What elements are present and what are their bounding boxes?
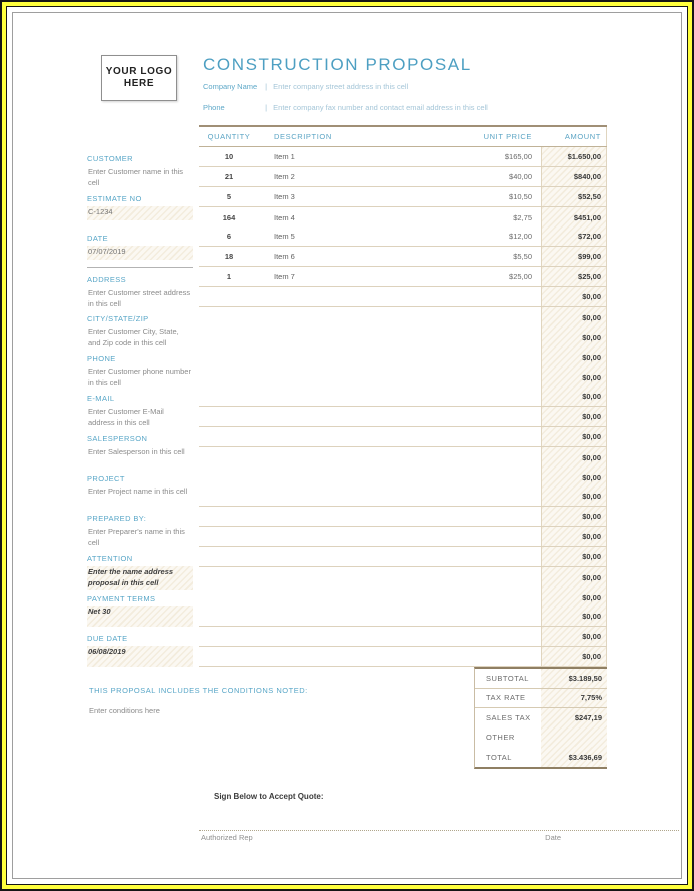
sidebar-field-label: PROJECT (87, 474, 125, 483)
conditions-block (87, 667, 474, 769)
table-row (199, 587, 607, 607)
quantity-cell[interactable]: 6 (226, 232, 232, 241)
frame-inner-margin (6, 6, 688, 885)
summary-row (475, 708, 607, 728)
summary-value (541, 728, 607, 748)
table-row (199, 407, 607, 427)
summary-label: TOTAL (486, 752, 512, 762)
phone-label[interactable]: Phone (203, 103, 225, 112)
sidebar-field-value[interactable]: Enter Customer street address in this cell (88, 288, 191, 308)
table-row (199, 447, 607, 467)
amount-cell: $0,00 (541, 587, 607, 607)
sidebar-field-label: ESTIMATE NO (87, 194, 142, 203)
summary-row (475, 747, 607, 767)
sidebar-field-label: E-MAIL (87, 394, 115, 403)
amount-cell: $0,00 (541, 287, 607, 306)
table-row (199, 387, 607, 407)
table-row (199, 207, 607, 227)
table-row (199, 427, 607, 447)
quantity-cell[interactable]: 18 (224, 252, 234, 261)
sidebar-field (87, 387, 193, 427)
amount-cell: $840,00 (541, 167, 607, 186)
sidebar-field (87, 507, 193, 547)
amount-cell: $0,00 (541, 467, 607, 487)
amount-cell: $72,00 (541, 227, 607, 246)
amount-cell: $0,00 (541, 427, 607, 446)
table-row (199, 347, 607, 367)
summary-label: SUBTOTAL (486, 673, 529, 683)
table-row (199, 147, 607, 167)
amount-cell: $0,00 (541, 387, 607, 406)
description-cell[interactable]: Item 7 (274, 272, 295, 281)
amount-cell: $0,00 (541, 627, 607, 646)
items-table-body (199, 147, 607, 667)
sidebar-field-value[interactable]: 06/08/2019 (87, 646, 193, 667)
table-row (199, 287, 607, 307)
sidebar-field (87, 267, 193, 307)
summary-label: OTHER (486, 733, 515, 743)
sidebar-field-value[interactable]: Enter Customer name in this cell (88, 167, 184, 187)
table-row (199, 227, 607, 247)
summary-value: $247,19 (541, 708, 607, 728)
totals-summary (474, 667, 607, 769)
logo-text-line2: HERE (123, 78, 155, 89)
table-row (199, 567, 607, 587)
conditions-heading: THIS PROPOSAL INCLUDES THE CONDITIONS NOTED: (89, 686, 308, 695)
summary-value: $3.436,69 (541, 747, 607, 767)
customer-info-sidebar (87, 125, 193, 667)
sidebar-field-value[interactable]: 07/07/2019 (87, 246, 193, 260)
summary-row (475, 669, 607, 689)
main-area (87, 125, 607, 667)
table-row (199, 527, 607, 547)
sidebar-field (87, 627, 193, 667)
summary-row (475, 689, 607, 709)
authorized-rep-label: Authorized Rep (201, 832, 253, 842)
sidebar-field-label: ATTENTION (87, 554, 133, 563)
sidebar-field (87, 187, 193, 227)
description-cell[interactable]: Item 1 (274, 152, 295, 161)
column-header-quantity: QUANTITY (207, 132, 251, 141)
conditions-field[interactable]: Enter conditions here (89, 706, 160, 715)
sidebar-field-label: CUSTOMER (87, 154, 133, 163)
sidebar-field-value[interactable]: Enter Salesperson in this cell (88, 447, 185, 456)
phone-line (203, 103, 607, 112)
amount-cell: $0,00 (541, 347, 607, 367)
table-row (199, 627, 607, 647)
amount-cell: $99,00 (541, 247, 607, 266)
sidebar-field-value[interactable]: Enter Customer E-Mail address in this cell (88, 407, 164, 427)
description-cell[interactable]: Item 5 (274, 232, 295, 241)
table-row (199, 647, 607, 667)
description-cell[interactable]: Item 6 (274, 252, 295, 261)
description-cell[interactable]: Item 3 (274, 192, 295, 201)
proposal-sheet (12, 12, 682, 879)
amount-cell: $0,00 (541, 327, 607, 347)
amount-cell: $0,00 (541, 527, 607, 546)
table-row (199, 187, 607, 207)
table-row (199, 467, 607, 487)
sidebar-field-value[interactable]: Enter Customer City, State, and Zip code in this cell (88, 327, 179, 347)
table-row (199, 307, 607, 327)
sidebar-field-value[interactable]: Enter Project name in this cell (88, 487, 188, 496)
company-address-field[interactable]: Enter company street address in this cell (273, 82, 409, 91)
table-row (199, 247, 607, 267)
document-header (87, 54, 607, 112)
sidebar-field-label: PREPARED BY: (87, 514, 147, 523)
sidebar-field-value[interactable]: Enter Preparer's name in this cell (88, 527, 185, 547)
items-table (199, 125, 607, 667)
amount-cell: $0,00 (541, 567, 607, 587)
header-text (203, 54, 607, 112)
company-name-label[interactable]: Company Name (203, 82, 258, 91)
amount-cell: $0,00 (541, 607, 607, 626)
lower-section (87, 667, 607, 769)
amount-cell: $0,00 (541, 547, 607, 566)
quantity-cell[interactable]: 10 (224, 152, 234, 161)
separator-pipe: | (265, 82, 268, 91)
date-label: Date (545, 832, 561, 842)
amount-cell: $0,00 (541, 487, 607, 506)
signature-line[interactable] (199, 830, 679, 842)
unit-price-cell[interactable]: $5,50 (513, 252, 532, 261)
amount-cell: $0,00 (541, 447, 607, 467)
logo-text-line1: YOUR LOGO (105, 66, 173, 77)
sidebar-field-value[interactable]: C-1234 (87, 206, 193, 220)
column-header-description: DESCRIPTION (274, 132, 332, 141)
signature-block (199, 792, 679, 842)
amount-cell: $0,00 (541, 507, 607, 526)
unit-price-cell[interactable]: $40,00 (509, 172, 532, 181)
amount-cell: $0,00 (541, 407, 607, 426)
table-row (199, 267, 607, 287)
separator-pipe: | (265, 103, 268, 112)
sidebar-field-label: PAYMENT TERMS (87, 594, 156, 603)
column-header-unit-price: UNIT PRICE (483, 132, 532, 141)
sidebar-field-label: SALESPERSON (87, 434, 148, 443)
unit-price-cell[interactable]: $2,75 (513, 212, 532, 222)
table-row (199, 507, 607, 527)
summary-value: 7,75% (541, 689, 607, 708)
unit-price-cell[interactable]: $10,50 (509, 192, 532, 201)
page-title: CONSTRUCTION PROPOSAL (203, 55, 472, 74)
company-line (203, 82, 607, 91)
unit-price-cell[interactable]: $165,00 (504, 152, 532, 161)
quantity-cell[interactable]: 21 (224, 172, 234, 181)
company-fax-email-field[interactable]: Enter company fax number and contact email address in this cell (273, 103, 488, 112)
amount-cell: $0,00 (541, 307, 607, 327)
amount-cell: $0,00 (541, 647, 607, 666)
quantity-cell[interactable]: 164 (222, 212, 236, 222)
amount-cell: $0,00 (541, 367, 607, 387)
logo-placeholder[interactable] (101, 55, 177, 101)
sidebar-field (87, 587, 193, 627)
signature-heading: Sign Below to Accept Quote: (214, 791, 324, 801)
quantity-cell[interactable]: 5 (226, 192, 232, 201)
table-row (199, 367, 607, 387)
unit-price-cell[interactable]: $25,00 (509, 272, 532, 281)
summary-row (475, 728, 607, 748)
table-row (199, 327, 607, 347)
sidebar-field-value[interactable]: Net 30 (87, 606, 193, 627)
description-cell[interactable]: Item 2 (274, 172, 295, 181)
sidebar-field-label: DUE DATE (87, 634, 128, 643)
description-cell[interactable]: Item 4 (274, 212, 295, 222)
items-table-header-row (199, 125, 607, 147)
unit-price-cell[interactable]: $12,00 (509, 232, 532, 241)
summary-label: SALES TAX (486, 713, 531, 723)
summary-label: TAX RATE (486, 693, 526, 703)
column-header-amount: AMOUNT (541, 127, 607, 146)
amount-cell: $1.650,00 (541, 147, 607, 166)
table-row (199, 487, 607, 507)
sidebar-field-label: DATE (87, 234, 109, 243)
sidebar-field (87, 547, 193, 587)
sidebar-field (87, 467, 193, 507)
sidebar-field-value[interactable]: Enter Customer phone number in this cell (88, 367, 191, 387)
sidebar-field-label: CITY/STATE/ZIP (87, 314, 149, 323)
sidebar-field-label: ADDRESS (87, 275, 127, 284)
sidebar-field (87, 347, 193, 387)
sidebar-field-label: PHONE (87, 354, 116, 363)
sidebar-field (87, 147, 193, 187)
table-row (199, 167, 607, 187)
summary-value: $3.189,50 (541, 669, 607, 688)
amount-cell: $52,50 (541, 187, 607, 206)
table-row (199, 547, 607, 567)
sidebar-field (87, 427, 193, 467)
amount-cell: $451,00 (541, 207, 607, 227)
quantity-cell[interactable]: 1 (226, 272, 232, 281)
sidebar-field (87, 227, 193, 267)
sidebar-field (87, 307, 193, 347)
sidebar-field-value[interactable]: Enter the name address proposal in this cell (87, 566, 193, 590)
amount-cell: $25,00 (541, 267, 607, 286)
table-row (199, 607, 607, 627)
